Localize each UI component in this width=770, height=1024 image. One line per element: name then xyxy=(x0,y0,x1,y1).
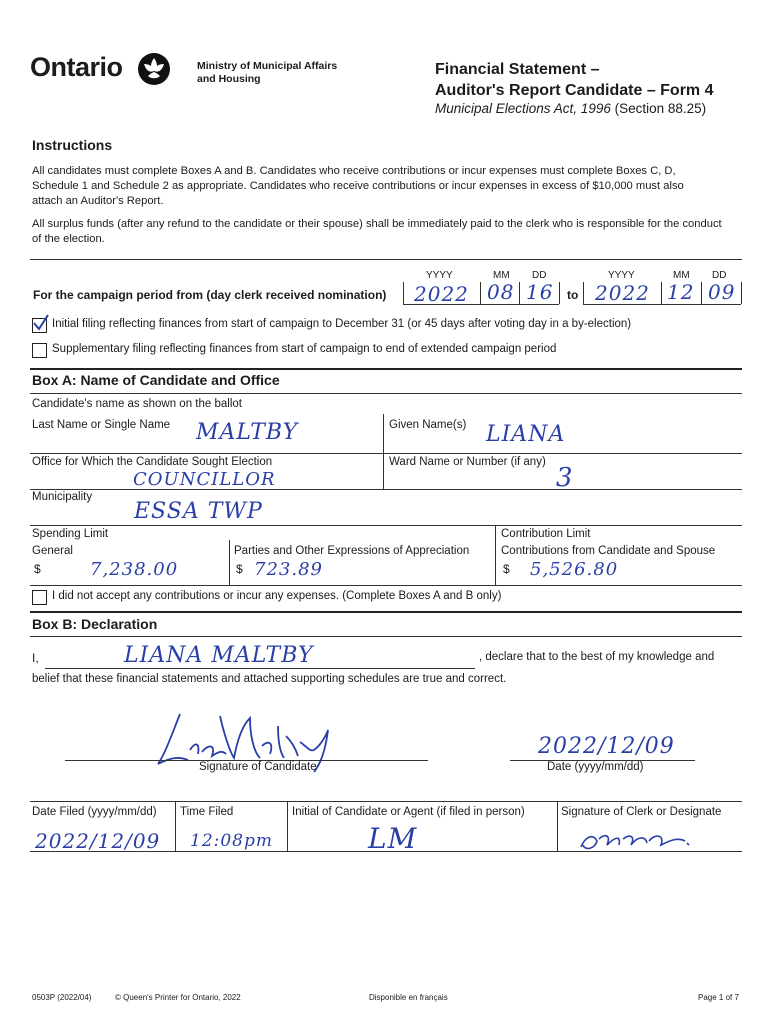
contribution-limit-label: Contribution Limit xyxy=(501,528,591,540)
to-year: 2022 xyxy=(595,281,650,305)
clerk-signature[interactable] xyxy=(575,819,695,855)
ontario-logo xyxy=(30,52,123,83)
declaration-date-field[interactable]: 2022/12/09 xyxy=(538,734,675,759)
contributions-currency: $ xyxy=(503,562,510,576)
municipality-field[interactable]: ESSA TWP xyxy=(134,499,263,524)
general-label: General xyxy=(32,545,73,557)
title-line-1: Financial Statement – xyxy=(435,61,600,78)
form-code: 0503P (2022/04) xyxy=(32,993,92,1002)
col-mm-to: MM xyxy=(673,270,690,281)
to-month: 12 xyxy=(667,280,695,304)
given-name-label: Given Name(s) xyxy=(389,419,467,431)
general-limit-field[interactable]: 7,238.00 xyxy=(90,559,179,580)
ward-label: Ward Name or Number (if any) xyxy=(389,456,546,468)
instructions-heading: Instructions xyxy=(32,137,113,153)
french-availability: Disponible en français xyxy=(369,993,448,1002)
box-b-heading: Box B: Declaration xyxy=(32,616,158,632)
last-name-label: Last Name or Single Name xyxy=(32,419,171,431)
last-name-field[interactable]: MALTBY xyxy=(196,420,299,445)
supplementary-filing-label: Supplementary filing reflecting finances from start of campaign to end of extended campaign period xyxy=(52,343,557,355)
ministry-line-2: and Housing xyxy=(197,73,261,85)
form-subtitle xyxy=(435,101,706,116)
page-number: Page 1 of 7 xyxy=(698,993,739,1002)
form-title xyxy=(435,59,714,101)
declarant-name-field[interactable]: LIANA MALTBY xyxy=(124,643,314,668)
from-year: 2022 xyxy=(414,282,469,306)
declare-text: , declare that to the best of my knowledge and xyxy=(479,651,715,663)
given-name-field[interactable]: LIANA xyxy=(486,422,566,447)
office-field[interactable]: COUNCILLOR xyxy=(133,469,276,490)
title-line-2: Auditor's Report Candidate – Form 4 xyxy=(435,82,714,99)
ballot-name-note: Candidate's name as shown on the ballot xyxy=(32,398,242,410)
parties-label: Parties and Other Expressions of Appreciation xyxy=(234,545,470,557)
period-label: For the campaign period from (day clerk received nomination) xyxy=(33,288,387,302)
parties-currency: $ xyxy=(236,562,243,576)
parties-limit-field[interactable]: 723.89 xyxy=(254,559,323,580)
ontario-wordmark: Ontario xyxy=(30,52,123,82)
date-filed-label: Date Filed (yyyy/mm/dd) xyxy=(32,806,157,818)
to-label: to xyxy=(567,288,579,302)
date-label: Date (yyyy/mm/dd) xyxy=(547,761,644,773)
trillium-icon xyxy=(137,52,171,86)
instructions-para-2: All surplus funds (after any refund to the candidate or their spouse) shall be immediately paid to the clerk who is responsible for the conduct of the election. xyxy=(32,218,722,245)
ward-field[interactable]: 3 xyxy=(556,463,574,493)
no-contributions-checkbox[interactable] xyxy=(32,590,47,605)
from-month: 08 xyxy=(487,280,515,304)
col-dd-from: DD xyxy=(532,270,547,281)
no-contributions-label: I did not accept any contributions or incur any expenses. (Complete Boxes A and B only) xyxy=(52,590,502,602)
belief-text: belief that these financial statements and attached supporting schedules are true and correct. xyxy=(32,673,507,685)
office-label: Office for Which the Candidate Sought Election xyxy=(32,456,273,468)
date-filed-field[interactable]: 2022/12/09 xyxy=(35,829,161,853)
initial-filing-label: Initial filing reflecting finances from start of campaign to December 31 (or 45 days after voting day in a by-election) xyxy=(52,318,632,330)
col-mm-from: MM xyxy=(493,270,510,281)
initial-filing-checkbox[interactable] xyxy=(32,318,47,333)
general-currency: $ xyxy=(34,562,41,576)
contributions-limit-field[interactable]: 5,526.80 xyxy=(530,559,619,580)
col-yyyy-from: YYYY xyxy=(426,270,453,281)
time-filed-label: Time Filed xyxy=(180,806,234,818)
contributions-label: Contributions from Candidate and Spouse xyxy=(501,545,716,557)
checkmark-icon xyxy=(32,314,50,332)
col-yyyy-to: YYYY xyxy=(608,270,635,281)
ministry-line-1: Ministry of Municipal Affairs xyxy=(197,60,338,72)
supplementary-filing-checkbox[interactable] xyxy=(32,343,47,358)
initial-field[interactable]: LM xyxy=(368,822,418,855)
to-day: 09 xyxy=(708,280,736,304)
act-name: Municipal Elections Act, 1996 xyxy=(435,101,611,116)
declaration-i: I, xyxy=(32,651,39,665)
from-day: 16 xyxy=(526,280,554,304)
signature-label: Signature of Candidate xyxy=(199,761,317,773)
box-a-heading: Box A: Name of Candidate and Office xyxy=(32,372,280,388)
spending-limit-label: Spending Limit xyxy=(32,528,109,540)
initial-of-agent-label: Initial of Candidate or Agent (if filed in person) xyxy=(292,806,525,818)
copyright: © Queen's Printer for Ontario, 2022 xyxy=(115,993,241,1002)
municipality-label: Municipality xyxy=(32,491,93,503)
instructions-para-1: All candidates must complete Boxes A and B. Candidates who receive contributions or incur expenses must complete Boxes C, D, Schedule 1 and Schedule 2 as appropriate. Candidates who receive contributions or incur expenses in excess of $10,000 must also attach an Auditor's Report. xyxy=(32,165,684,207)
ministry-name xyxy=(197,60,337,86)
clerk-signature-label: Signature of Clerk or Designate xyxy=(561,806,722,818)
col-dd-to: DD xyxy=(712,270,727,281)
act-section: (Section 88.25) xyxy=(614,101,707,116)
time-filed-field[interactable]: 12:08pm xyxy=(190,831,273,851)
